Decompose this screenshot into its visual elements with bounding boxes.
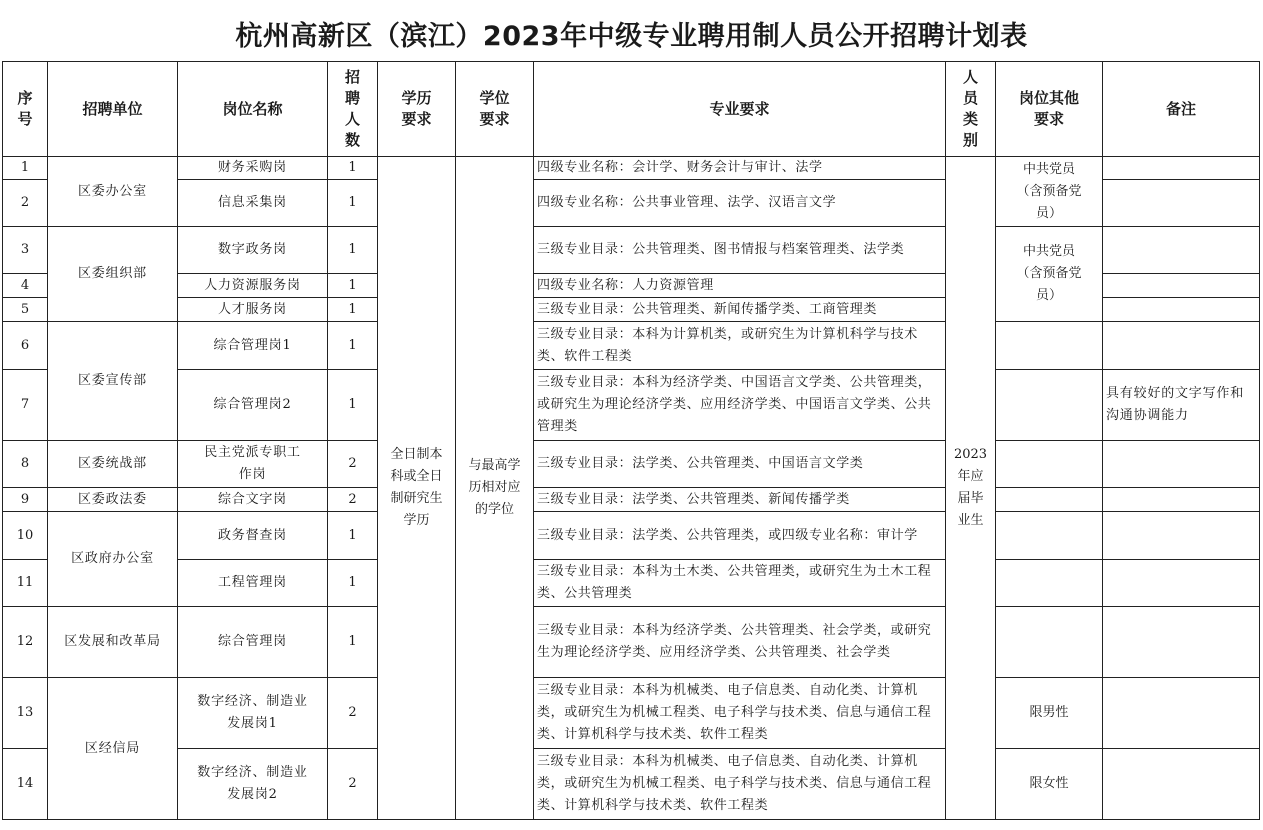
other-req-cell: 中共党员（含预备党员） <box>996 157 1103 227</box>
education-cell: 全日制本科或全日制研究生学历 <box>378 157 456 820</box>
seq-cell: 4 <box>3 274 48 298</box>
remark-cell: 具有较好的文字写作和沟通协调能力 <box>1103 370 1260 441</box>
header-other: 岗位其他要求 <box>996 62 1103 157</box>
seq-cell: 11 <box>3 560 48 607</box>
remark-cell <box>1103 678 1260 749</box>
major-cell: 三级专业目录：法学类、公共管理类、中国语言文学类 <box>534 441 946 488</box>
other-req-cell: 限男性 <box>996 678 1103 749</box>
count-cell: 1 <box>328 180 378 227</box>
seq-cell: 9 <box>3 488 48 512</box>
major-cell: 三级专业目录：本科为计算机类，或研究生为计算机科学与技术类、软件工程类 <box>534 322 946 370</box>
seq-cell: 12 <box>3 607 48 678</box>
position-cell: 数字政务岗 <box>178 227 328 274</box>
unit-cell: 区委组织部 <box>48 227 178 322</box>
remark-cell <box>1103 560 1260 607</box>
remark-cell <box>1103 749 1260 820</box>
position-cell: 综合文字岗 <box>178 488 328 512</box>
header-unit: 招聘单位 <box>48 62 178 157</box>
seq-cell: 1 <box>3 157 48 180</box>
count-cell: 2 <box>328 441 378 488</box>
remark-cell <box>1103 227 1260 274</box>
page-title: 杭州高新区（滨江）2023年中级专业聘用制人员公开招聘计划表 <box>235 21 1028 52</box>
remark-cell <box>1103 298 1260 322</box>
other-req-cell: 中共党员（含预备党员） <box>996 227 1103 322</box>
unit-cell: 区委办公室 <box>48 157 178 227</box>
count-cell: 1 <box>328 512 378 560</box>
position-cell: 信息采集岗 <box>178 180 328 227</box>
unit-cell: 区委统战部 <box>48 441 178 488</box>
major-cell: 四级专业名称：人力资源管理 <box>534 274 946 298</box>
header-remark: 备注 <box>1103 62 1260 157</box>
remark-cell <box>1103 512 1260 560</box>
count-cell: 2 <box>328 678 378 749</box>
count-cell: 2 <box>328 488 378 512</box>
table-row <box>3 370 1260 441</box>
seq-cell: 5 <box>3 298 48 322</box>
unit-cell: 区委宣传部 <box>48 322 178 441</box>
seq-cell: 13 <box>3 678 48 749</box>
unit-cell: 区发展和改革局 <box>48 607 178 678</box>
count-cell: 1 <box>328 227 378 274</box>
position-cell: 综合管理岗2 <box>178 370 328 441</box>
table-row <box>3 678 1260 749</box>
other-req-cell: 限女性 <box>996 749 1103 820</box>
seq-cell: 6 <box>3 322 48 370</box>
count-cell: 1 <box>328 322 378 370</box>
degree-cell: 与最高学历相对应的学位 <box>456 157 534 820</box>
header-seq: 序号 <box>3 62 48 157</box>
other-req-cell <box>996 441 1103 488</box>
header-major: 专业要求 <box>534 62 946 157</box>
count-cell: 1 <box>328 607 378 678</box>
table-row <box>3 488 1260 512</box>
position-cell: 综合管理岗 <box>178 607 328 678</box>
remark-cell <box>1103 607 1260 678</box>
category-cell: 2023年应届毕业生 <box>946 157 996 820</box>
table-row <box>3 512 1260 560</box>
recruitment-plan-table <box>2 61 1260 820</box>
other-req-cell <box>996 560 1103 607</box>
header-category: 人员类别 <box>946 62 996 157</box>
unit-cell: 区政府办公室 <box>48 512 178 607</box>
other-req-cell <box>996 512 1103 560</box>
remark-cell <box>1103 441 1260 488</box>
other-req-cell <box>996 488 1103 512</box>
header-degree: 学位要求 <box>456 62 534 157</box>
table-row <box>3 560 1260 607</box>
header-position: 岗位名称 <box>178 62 328 157</box>
major-cell: 三级专业目录：法学类、公共管理类、新闻传播学类 <box>534 488 946 512</box>
seq-cell: 7 <box>3 370 48 441</box>
count-cell: 1 <box>328 560 378 607</box>
table-row <box>3 441 1260 488</box>
other-req-cell <box>996 322 1103 370</box>
remark-cell <box>1103 157 1260 180</box>
table-row <box>3 227 1260 274</box>
major-cell: 三级专业目录：本科为机械类、电子信息类、自动化类、计算机类，或研究生为机械工程类、电子科学与技术类、信息与通信工程类、计算机科学与技术类、软件工程类 <box>534 749 946 820</box>
remark-cell <box>1103 274 1260 298</box>
table-header-row <box>3 62 1260 157</box>
position-cell: 财务采购岗 <box>178 157 328 180</box>
unit-cell: 区经信局 <box>48 678 178 820</box>
table-row <box>3 157 1260 180</box>
major-cell: 三级专业目录：公共管理类、图书情报与档案管理类、法学类 <box>534 227 946 274</box>
position-cell: 人才服务岗 <box>178 298 328 322</box>
seq-cell: 3 <box>3 227 48 274</box>
position-cell: 数字经济、制造业发展岗1 <box>178 678 328 749</box>
major-cell: 三级专业目录：本科为经济学类、中国语言文学类、公共管理类，或研究生为理论经济学类、应用经济学类、中国语言文学类、公共管理类 <box>534 370 946 441</box>
major-cell: 三级专业目录：法学类、公共管理类，或四级专业名称：审计学 <box>534 512 946 560</box>
position-cell: 综合管理岗1 <box>178 322 328 370</box>
major-cell: 四级专业名称：会计学、财务会计与审计、法学 <box>534 157 946 180</box>
major-cell: 四级专业名称：公共事业管理、法学、汉语言文学 <box>534 180 946 227</box>
table-row <box>3 607 1260 678</box>
seq-cell: 14 <box>3 749 48 820</box>
header-count: 招聘人数 <box>328 62 378 157</box>
remark-cell <box>1103 322 1260 370</box>
position-cell: 数字经济、制造业发展岗2 <box>178 749 328 820</box>
count-cell: 1 <box>328 274 378 298</box>
position-cell: 政务督查岗 <box>178 512 328 560</box>
count-cell: 1 <box>328 157 378 180</box>
other-req-cell <box>996 370 1103 441</box>
header-education: 学历要求 <box>378 62 456 157</box>
position-cell: 工程管理岗 <box>178 560 328 607</box>
seq-cell: 10 <box>3 512 48 560</box>
major-cell: 三级专业目录：本科为机械类、电子信息类、自动化类、计算机类，或研究生为机械工程类、电子科学与技术类、信息与通信工程类、计算机科学与技术类、软件工程类 <box>534 678 946 749</box>
other-req-cell <box>996 607 1103 678</box>
major-cell: 三级专业目录：本科为土木类、公共管理类，或研究生为土木工程类、公共管理类 <box>534 560 946 607</box>
unit-cell: 区委政法委 <box>48 488 178 512</box>
position-cell: 人力资源服务岗 <box>178 274 328 298</box>
seq-cell: 2 <box>3 180 48 227</box>
count-cell: 1 <box>328 370 378 441</box>
major-cell: 三级专业目录：公共管理类、新闻传播学类、工商管理类 <box>534 298 946 322</box>
remark-cell <box>1103 488 1260 512</box>
seq-cell: 8 <box>3 441 48 488</box>
count-cell: 1 <box>328 298 378 322</box>
table-row <box>3 322 1260 370</box>
major-cell: 三级专业目录：本科为经济学类、公共管理类、社会学类，或研究生为理论经济学类、应用经济学类、公共管理类、社会学类 <box>534 607 946 678</box>
remark-cell <box>1103 180 1260 227</box>
count-cell: 2 <box>328 749 378 820</box>
table-row <box>3 749 1260 820</box>
position-cell: 民主党派专职工作岗 <box>178 441 328 488</box>
